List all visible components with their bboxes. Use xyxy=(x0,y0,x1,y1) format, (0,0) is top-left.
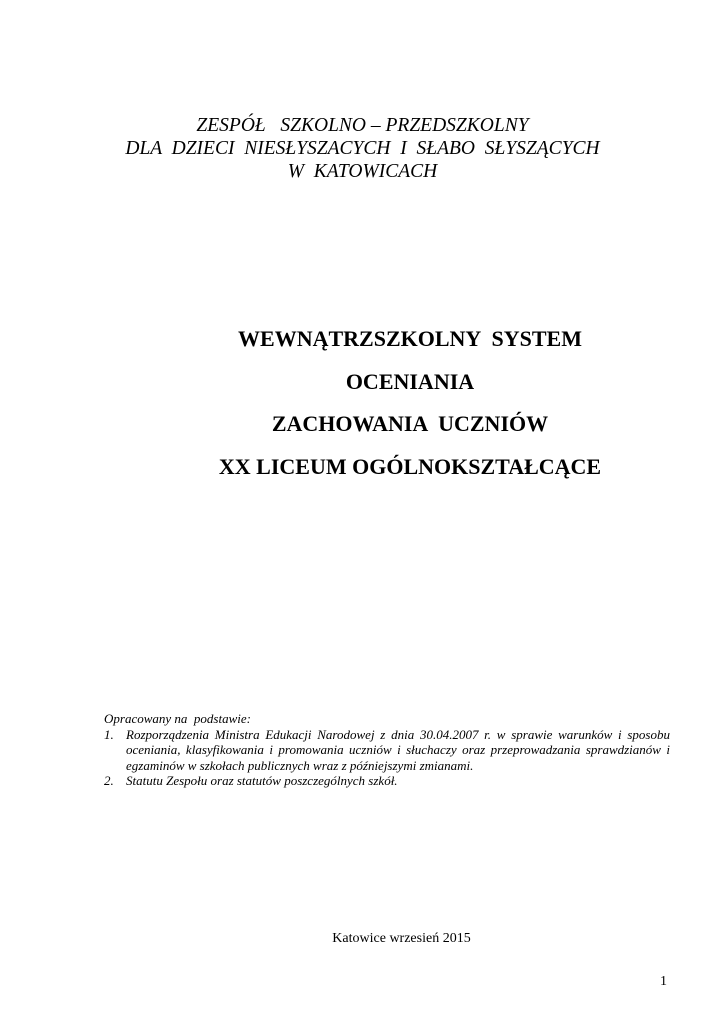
document-title-line-1: WEWNĄTRZSZKOLNY SYSTEM xyxy=(238,326,582,351)
school-header xyxy=(0,114,725,183)
legal-basis-item-number: 1. xyxy=(104,726,114,742)
document-title xyxy=(140,325,680,495)
legal-basis-item-number: 2. xyxy=(104,773,114,788)
legal-basis-intro: Opracowany na podstawie: xyxy=(104,711,251,726)
document-title-line-3: ZACHOWANIA UCZNIÓW xyxy=(271,411,549,436)
school-header-line-3: W KATOWICACH xyxy=(287,161,438,182)
school-header-line-1: ZESPÓŁ SZKOLNO – PRZEDSZKOLNY xyxy=(196,115,529,136)
legal-basis-item xyxy=(104,727,670,774)
document-title-line-2: OCENIANIA xyxy=(345,368,475,394)
legal-basis-item-text: Rozporządzenia Ministra Edukacji Narodowej z dnia 30.04.2007 r. w sprawie warunków i sposobu oceniania, klasyfikowania i promowania uczniów i słuchaczy oraz przeprowadzania sprawdzianów i egzaminów w szkołach publicznych wraz z późniejszymi zmianami. xyxy=(126,726,670,773)
legal-basis-item-text: Statutu Zespołu oraz statutów poszczególnych szkół. xyxy=(126,773,398,788)
legal-basis-list xyxy=(104,727,670,789)
legal-basis xyxy=(104,711,670,789)
legal-basis-item xyxy=(104,773,670,789)
school-header-line-2: DLA DZIECI NIESŁYSZACYCH I SŁABO SŁYSZĄCYCH xyxy=(125,138,600,159)
document-title-line-4: XX LICEUM OGÓLNOKSZTAŁCĄCE xyxy=(218,453,602,479)
page-number: 1 xyxy=(660,974,667,989)
place-and-date: Katowice wrzesień 2015 xyxy=(332,931,471,946)
